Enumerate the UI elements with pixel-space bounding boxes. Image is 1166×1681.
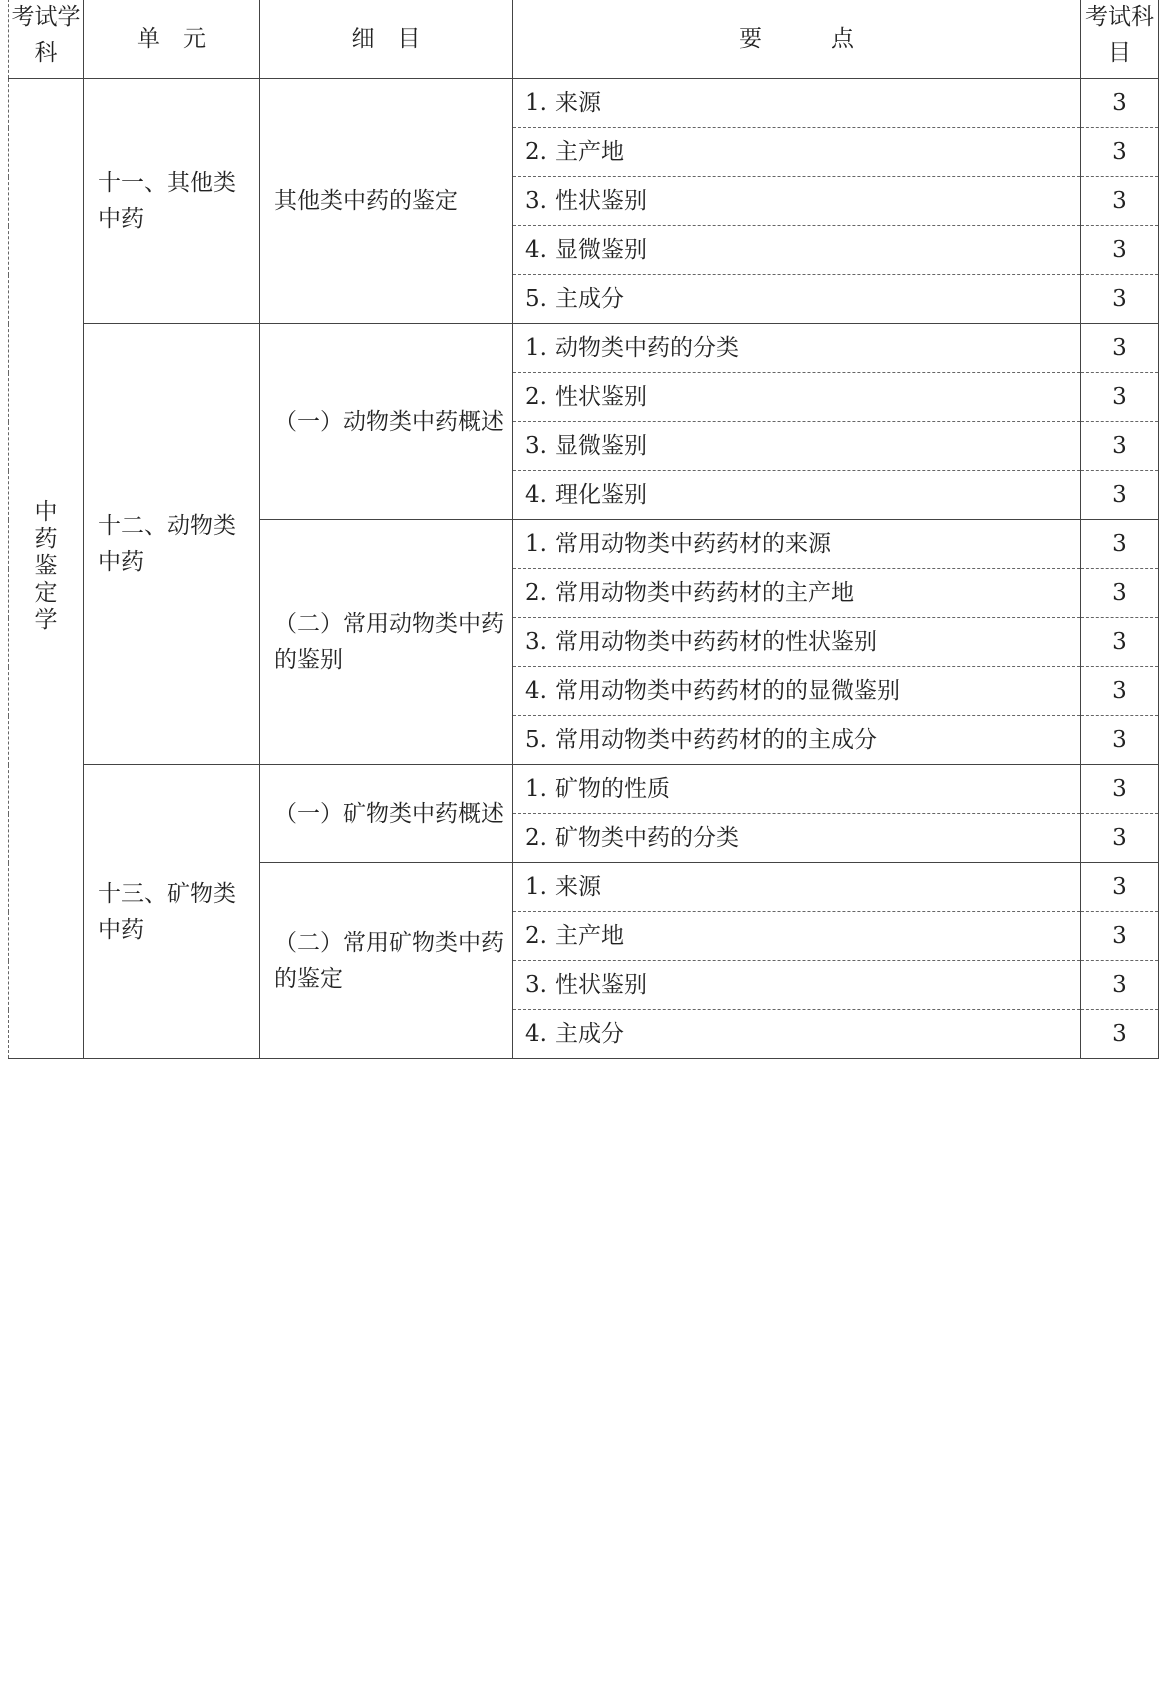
level-cell: 3 — [1081, 667, 1159, 716]
point-text: 常用动物类中药药材的来源 — [555, 531, 831, 557]
point-text: 性状鉴别 — [555, 972, 647, 998]
point-cell — [513, 716, 1081, 765]
header-subject: 考试学科 — [9, 0, 84, 79]
point-cell — [513, 520, 1081, 569]
point-number: 3. — [525, 433, 547, 459]
detail-cell: （二）常用动物类中药的鉴别 — [260, 520, 513, 765]
point-cell — [513, 667, 1081, 716]
point-text: 动物类中药的分类 — [555, 335, 739, 361]
level-cell: 3 — [1081, 520, 1159, 569]
point-number: 1. — [525, 90, 547, 116]
point-number: 2. — [525, 923, 547, 949]
level-cell: 3 — [1081, 471, 1159, 520]
point-text: 常用动物类中药药材的的主成分 — [555, 727, 877, 753]
detail-cell: （一）矿物类中药概述 — [260, 765, 513, 863]
point-number: 2. — [525, 580, 547, 606]
point-text: 常用动物类中药药材的性状鉴别 — [555, 629, 877, 655]
unit-cell: 十一、其他类中药 — [84, 79, 260, 324]
point-number: 2. — [525, 825, 547, 851]
header-detail: 细 目 — [260, 0, 513, 79]
point-cell — [513, 324, 1081, 373]
point-text: 主成分 — [555, 286, 624, 312]
level-cell: 3 — [1081, 79, 1159, 128]
point-text: 矿物的性质 — [555, 776, 670, 802]
point-text: 来源 — [555, 874, 601, 900]
point-text: 主产地 — [555, 139, 624, 165]
level-cell: 3 — [1081, 814, 1159, 863]
point-number: 3. — [525, 972, 547, 998]
point-number: 2. — [525, 139, 547, 165]
level-cell: 3 — [1081, 177, 1159, 226]
point-text: 来源 — [555, 90, 601, 116]
point-cell — [513, 765, 1081, 814]
point-cell — [513, 471, 1081, 520]
level-cell: 3 — [1081, 128, 1159, 177]
level-cell: 3 — [1081, 618, 1159, 667]
subject-cell — [9, 79, 84, 1059]
point-number: 4. — [525, 1021, 547, 1047]
point-cell — [513, 1010, 1081, 1059]
unit-cell: 十二、动物类中药 — [84, 324, 260, 765]
header-unit: 单 元 — [84, 0, 260, 79]
point-number: 2. — [525, 384, 547, 410]
point-number: 4. — [525, 678, 547, 704]
level-cell: 3 — [1081, 226, 1159, 275]
point-text: 主产地 — [555, 923, 624, 949]
syllabus-table — [8, 0, 1159, 1059]
level-cell: 3 — [1081, 863, 1159, 912]
point-text: 性状鉴别 — [555, 188, 647, 214]
point-cell — [513, 569, 1081, 618]
point-cell — [513, 79, 1081, 128]
point-text: 显微鉴别 — [555, 433, 647, 459]
level-cell: 3 — [1081, 324, 1159, 373]
table-row — [9, 765, 1159, 814]
point-text: 常用动物类中药药材的主产地 — [555, 580, 854, 606]
header-point: 要 点 — [513, 0, 1081, 79]
level-cell: 3 — [1081, 373, 1159, 422]
point-cell — [513, 912, 1081, 961]
point-cell — [513, 422, 1081, 471]
table-row — [9, 324, 1159, 373]
point-number: 1. — [525, 335, 547, 361]
subject-label: 中药鉴定学 — [34, 499, 58, 633]
level-cell: 3 — [1081, 275, 1159, 324]
point-cell — [513, 618, 1081, 667]
point-text: 理化鉴别 — [555, 482, 647, 508]
point-cell — [513, 177, 1081, 226]
point-text: 显微鉴别 — [555, 237, 647, 263]
point-cell — [513, 863, 1081, 912]
point-text: 常用动物类中药药材的的显微鉴别 — [555, 678, 900, 704]
level-cell: 3 — [1081, 422, 1159, 471]
point-number: 3. — [525, 188, 547, 214]
table-row — [9, 79, 1159, 128]
point-cell — [513, 275, 1081, 324]
point-cell — [513, 373, 1081, 422]
level-cell: 3 — [1081, 912, 1159, 961]
point-number: 1. — [525, 531, 547, 557]
point-cell — [513, 814, 1081, 863]
point-number: 4. — [525, 482, 547, 508]
point-number: 1. — [525, 874, 547, 900]
level-cell: 3 — [1081, 961, 1159, 1010]
point-cell — [513, 128, 1081, 177]
level-cell: 3 — [1081, 1010, 1159, 1059]
point-number: 5. — [525, 286, 547, 312]
level-cell: 3 — [1081, 765, 1159, 814]
point-number: 1. — [525, 776, 547, 802]
point-text: 性状鉴别 — [555, 384, 647, 410]
detail-cell: 其他类中药的鉴定 — [260, 79, 513, 324]
point-text: 主成分 — [555, 1021, 624, 1047]
level-cell: 3 — [1081, 716, 1159, 765]
point-number: 4. — [525, 237, 547, 263]
table-header-row — [9, 0, 1159, 79]
level-cell: 3 — [1081, 569, 1159, 618]
unit-cell: 十三、矿物类中药 — [84, 765, 260, 1059]
detail-cell: （二）常用矿物类中药的鉴定 — [260, 863, 513, 1059]
table-body — [9, 79, 1159, 1059]
point-number: 5. — [525, 727, 547, 753]
point-cell — [513, 961, 1081, 1010]
header-level: 考试科目 — [1081, 0, 1159, 79]
detail-cell: （一）动物类中药概述 — [260, 324, 513, 520]
point-text: 矿物类中药的分类 — [555, 825, 739, 851]
point-number: 3. — [525, 629, 547, 655]
point-cell — [513, 226, 1081, 275]
